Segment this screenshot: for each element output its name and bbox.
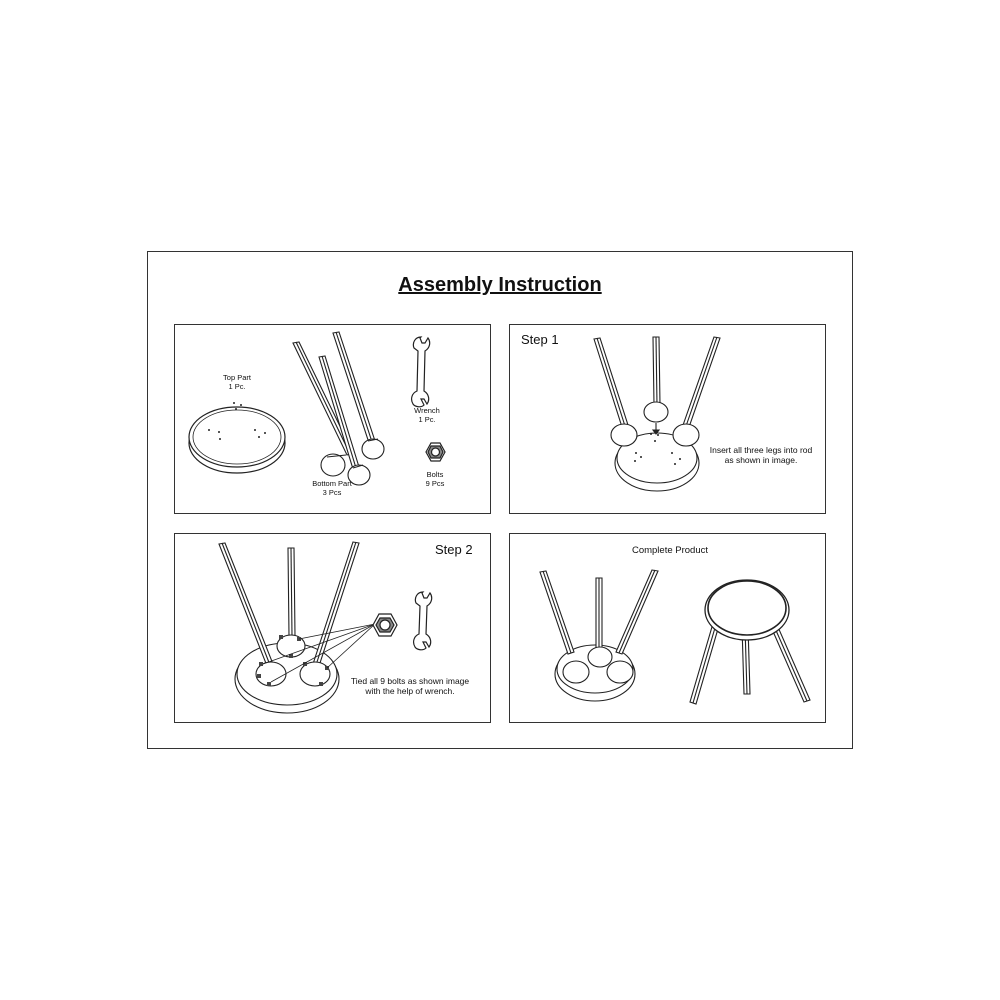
step1-illustration [510, 325, 827, 515]
parts-panel [174, 324, 491, 514]
step1-label: Step 1 [521, 332, 559, 347]
wrench-label: Wrench 1 Pc. [414, 406, 440, 424]
step2-instruction: Tied all 9 bolts as shown image with the help of wrench. [350, 676, 470, 696]
page-title: Assembly Instruction [398, 274, 602, 296]
bolt-nut-icon [426, 443, 445, 461]
complete-panel [509, 533, 826, 723]
bolt-nut-icon [373, 614, 397, 636]
step1-panel [509, 324, 826, 514]
complete-illustration [510, 534, 827, 724]
bolts-label: Bolts 9 Pcs [425, 470, 445, 488]
bottom-part-label: Bottom Part 3 Pcs [312, 479, 352, 497]
bottom-part-legs [293, 332, 384, 485]
top-part-label: Top Part 1 Pc. [223, 373, 251, 391]
step2-panel [174, 533, 491, 723]
assembled-upright [690, 580, 810, 704]
step1-instruction: Insert all three legs into rod as shown in image. [709, 445, 813, 465]
wrench-icon [412, 337, 430, 407]
assembled-upside-down [540, 570, 658, 701]
step2-label: Step 2 [435, 542, 473, 557]
complete-label: Complete Product [631, 545, 709, 556]
wrench-icon [414, 592, 432, 650]
top-part-disc [189, 402, 285, 473]
